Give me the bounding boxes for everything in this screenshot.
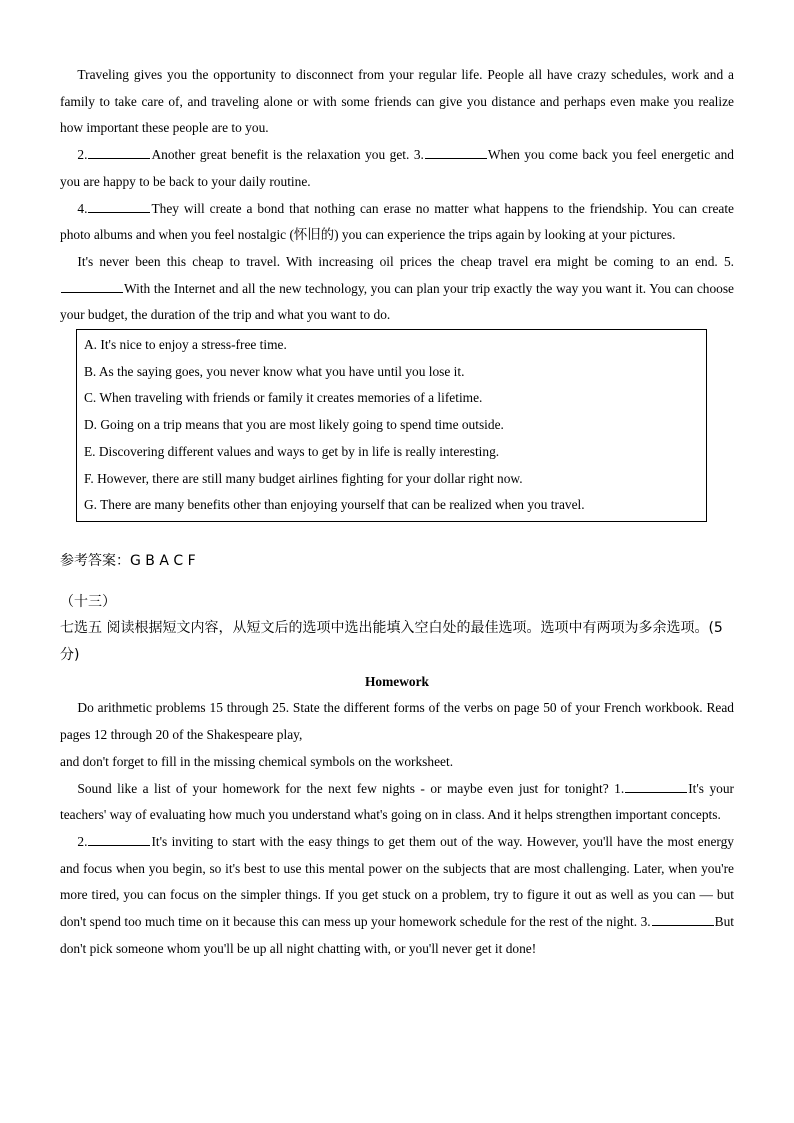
- passage2-paragraph-1b: and don't forget to fill in the missing chemical symbols on the worksheet.: [60, 753, 454, 769]
- passage1-paragraph-4: It's never been this cheap to travel. With increasing oil prices the cheap travel era might be coming to an end. 5.With the Internet and all the new technology, you can plan your trip exactly the way you want it. You can choose your budget, the duration of the trip and what you want to do.: [60, 253, 734, 323]
- option-e: E. Discovering different values and ways to get by in life is really interesting.: [84, 443, 500, 459]
- blank-2[interactable]: [88, 146, 150, 159]
- blank-h3[interactable]: [652, 913, 714, 926]
- document-page: [60, 62, 734, 963]
- option-f: F. However, there are still many budget airlines fighting for your dollar right now.: [84, 470, 523, 486]
- option-d: D. Going on a trip means that you are most likely going to spend time outside.: [84, 417, 504, 433]
- passage2-paragraph-1a: Do arithmetic problems 15 through 25. State the different forms of the verbs on page 50 of your French workbook. Read pages 12 through 20 of the Shakespeare play,: [60, 700, 734, 743]
- option-a: A. It's nice to enjoy a stress-free time.: [84, 337, 287, 353]
- blank-5[interactable]: [61, 280, 123, 293]
- option-g: G. There are many benefits other than enjoying yourself that can be realized when you travel.: [84, 497, 585, 513]
- passage2-paragraph-3: 2. It's inviting to start with the easy things to get them out of the way. However, you'll have the most energy and focus when you begin, so it's best to use this mental power on the subjects that are most challenging. Later, when you're more tired, you can focus on the simpler things. If you get stuck on a problem, try to figure it out as well as you can — but don't spend too much time on it because this can mess up your homework schedule for the rest of the night. 3. But don't pick someone whom you'll be up all night chatting with, or you'll never get it done!: [60, 833, 734, 956]
- answer-key: 参考答案：G B A C F: [60, 552, 196, 569]
- blank-h1[interactable]: [625, 780, 687, 793]
- option-b: B. As the saying goes, you never know what you have until you lose it.: [84, 363, 465, 379]
- passage2-paragraph-2: Sound like a list of your homework for the next few nights - or maybe even just for tonight? 1. It's your teachers' way of evaluating how much you understand what's going on in class. And it helps strengthen important concepts.: [60, 780, 735, 823]
- blank-4[interactable]: [88, 200, 150, 213]
- section-instruction: 七选五 阅读根据短文内容，从短文后的选项中选出能填入空白处的最佳选项。选项中有两项为多余选项。(5分): [60, 620, 723, 664]
- blank-h2[interactable]: [88, 833, 150, 846]
- blank-3[interactable]: [425, 146, 487, 159]
- passage1-paragraph-3: 4. They will create a bond that nothing can erase no matter what happens to the friendship. You can create photo albums and when you feel nostalgic (怀旧的) you can experience the trips again by looking at your pictures.: [60, 200, 734, 243]
- passage1-paragraph-1: Traveling gives you the opportunity to disconnect from your regular life. People all have crazy schedules, work and a family to take care of, and traveling alone or with some friends can give you distance and perhaps even make you realize how important these people are to you.: [60, 67, 734, 136]
- options-box: [76, 329, 707, 522]
- passage1-paragraph-2: 2. Another great benefit is the relaxation you get. 3. When you come back you feel energetic and you are happy to be back to your daily routine.: [60, 147, 734, 189]
- section-number: （十三）: [60, 593, 116, 610]
- option-c: C. When traveling with friends or family it creates memories of a lifetime.: [84, 390, 483, 406]
- passage2-title: Homework: [365, 673, 429, 689]
